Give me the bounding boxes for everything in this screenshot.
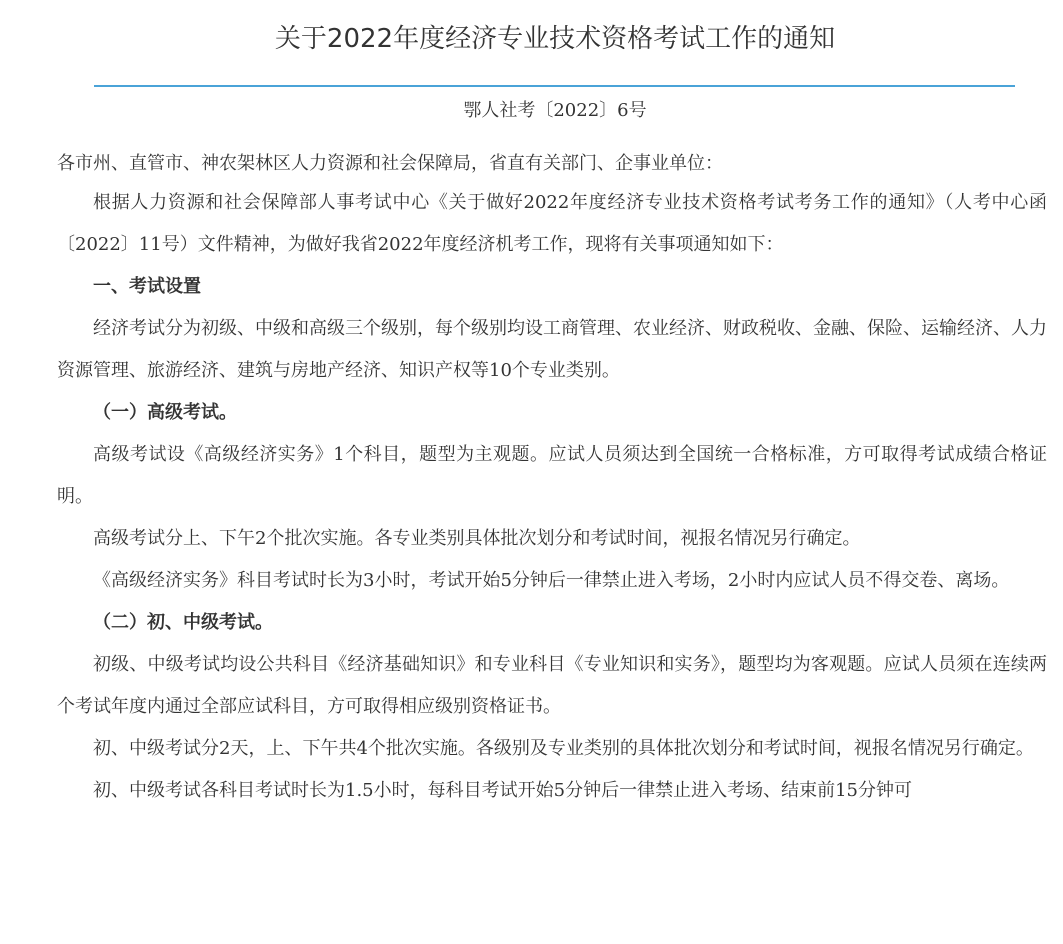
intro-paragraph: 根据人力资源和社会保障部人事考试中心《关于做好2022年度经济专业技术资格考试考务工作的通知》（人考中心函〔2022〕11号）文件精神，为做好我省2022年度经济机考工作，现将有关事项通知如下： [57, 192, 1047, 255]
title-divider [94, 85, 1015, 87]
paragraph-senior-subject: 高级考试设《高级经济实务》1个科目，题型为主观题。应试人员须达到全国统一合格标准，方可取得考试成绩合格证明。 [57, 444, 1047, 507]
subsection-heading-junior-intermediate: （二）初、中级考试。 [93, 612, 273, 633]
document-body [57, 146, 1047, 812]
salutation: 各市州、直管市、神农架林区人力资源和社会保障局，省直有关部门、企事业单位： [57, 153, 723, 174]
document-number: 鄂人社考〔2022〕6号 [463, 100, 647, 121]
paragraph-junior-subjects: 初级、中级考试均设公共科目《经济基础知识》和专业科目《专业知识和实务》，题型均为客观题。应试人员须在连续两个考试年度内通过全部应试科目，方可取得相应级别资格证书。 [57, 654, 1047, 717]
document-title: 关于2022年度经济专业技术资格考试工作的通知 [274, 24, 836, 54]
paragraph-senior-duration: 《高级经济实务》科目考试时长为3小时，考试开始5分钟后一律禁止进入考场，2小时内应试人员不得交卷、离场。 [93, 570, 1010, 591]
paragraph-junior-duration: 初、中级考试各科目考试时长为1.5小时，每科目考试开始5分钟后一律禁止进入考场、结束前15分钟可 [93, 780, 912, 801]
section-heading-exam-setup: 一、考试设置 [93, 276, 201, 297]
paragraph-senior-batches: 高级考试分上、下午2个批次实施。各专业类别具体批次划分和考试时间，视报名情况另行确定。 [93, 528, 861, 549]
subsection-heading-senior: （一）高级考试。 [93, 402, 237, 423]
paragraph-junior-batches: 初、中级考试分2天，上、下午共4个批次实施。各级别及专业类别的具体批次划分和考试时间，视报名情况另行确定。 [93, 738, 1034, 759]
paragraph-levels: 经济考试分为初级、中级和高级三个级别，每个级别均设工商管理、农业经济、财政税收、金融、保险、运输经济、人力资源管理、旅游经济、建筑与房地产经济、知识产权等10个专业类别。 [57, 318, 1047, 381]
